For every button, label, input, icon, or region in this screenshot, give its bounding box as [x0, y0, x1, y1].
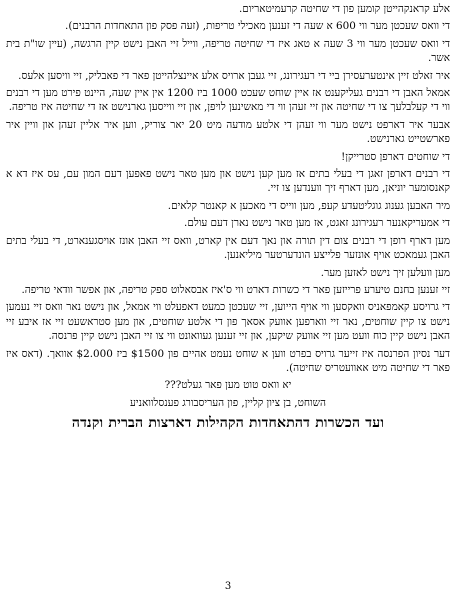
- organization-name: ועד הכשרות דהתאחדות הקהילות דארצות הברית וקנדה: [71, 415, 385, 432]
- paragraph: איר זאלט זיין אינטערעסירן ביי די רעגירונג, זיי געבן ארויס אלע איינצלהייטן פאר די פאבליק, זיי וויסען אלעס.: [18, 69, 450, 82]
- page-number: 3: [224, 580, 232, 592]
- paragraph: מיר האבען גענוג גוגליטעדע קעפ, מען ווייס די מאכען א קאנטר קלאים.: [167, 199, 450, 212]
- paragraph: מען דארף רופן די רבנים צום דין תורה און נאך דעם אין קארט, וואס זיי האבן אונז אויסגענארט, די בעלי בתים האבן געמאכט אויף אונזער פלייצע הונדערטער מיליאנען.: [6, 234, 450, 262]
- closing-question: יא וואס טוט מען פאר געלט???: [164, 379, 292, 392]
- paragraph: די וואס שעכטן מער ווי 3 שעה א טאג איז די שחיטה טריפה, ווייל זיי האבן נישט קיין הרגשה, (עיין שו"ת בית אשר.: [6, 37, 450, 65]
- paragraph: אבער איר דארפט נישט מער ווי זעהן די אלטע מודעה מיט 20 יאר צוריק, ווען איר אליין זעהן און וויין איר פארשטייט גארנישט.: [6, 118, 450, 146]
- paragraph: אלע קראנקהייטן קומען פון די שחיטה קרעמיטאריום.: [238, 3, 450, 15]
- paragraph-heading: די שוחטים דארפן סטרייקן!: [341, 150, 450, 163]
- paragraph: די וואס שעכטן מער ווי 600 א שעה די זענען מאכילי טריפות, (זעה פסק פון התאחדות הרבנים).: [65, 20, 450, 33]
- signature-line: השוחט, בן ציון קליין, פון העריסבורג פענסלוואניע: [129, 396, 327, 409]
- paragraph: מען וועלען זיך נישט לאזען מער.: [320, 266, 450, 279]
- paragraph: זיי זענען בחנם טיערע פרייזען פאר די כשרות דארט ווי ס'איז אבסאלוט ספק טריפה, און אפשר וודאי טריפה.: [21, 283, 450, 296]
- paragraph: דער נסיון הפרנסה איז זייער גרויס בפרט ווען א שוחט נעמט אהיים פון $1500 ביז $2.000 אוואך. (דאס איז פאר די שחיטה מיט אאוועטריס שחיטה).: [6, 347, 450, 374]
- paragraph: די אמעריקאנער רעגירונג זאגט, אז מען טאר נישט נארן דעם עולם.: [184, 217, 450, 230]
- paragraph: די רבנים דארפן זאגן די בעלי בתים אז מען קען נישט און מען טאר נישט פאפען דעם המון עם, עס איז דא א קאנסומער יוניאן, מען דארף זיך ווענדען צו זיי.: [6, 168, 450, 195]
- paragraph: אמאל האבן די רבנים געליקענט אז איין שוחט שעכט 1000 ביז 1200 אין איין שעה, היינט פירט מען די רבנים ווי די קעלבלעך צו די שחיטה און זיי זעהן ווי די מאשינען לויפן, און זיי ווייסען גארנישט אז די שחיטה איז טריפה.: [6, 87, 450, 114]
- paragraph: די גרויסע קאמפאניס וואקסען ווי אויף הייוען, זיי שעכטן כמעט דאפעלט ווי אמאל, און נישט נאר וואס זיי נעמען נישט צו קיין שוחטים, נאר זיי ווארפען אוועק אסאך פון די אלטע שוחטים, און מען סטראשעט זיי אז איבע זיי האבן נישט קיין כוח וועט מען זיי אוועק שיקען, און זיי זענען געוואונט ווי צו זיי האבן נישט קיין פרנסה.: [6, 301, 450, 343]
